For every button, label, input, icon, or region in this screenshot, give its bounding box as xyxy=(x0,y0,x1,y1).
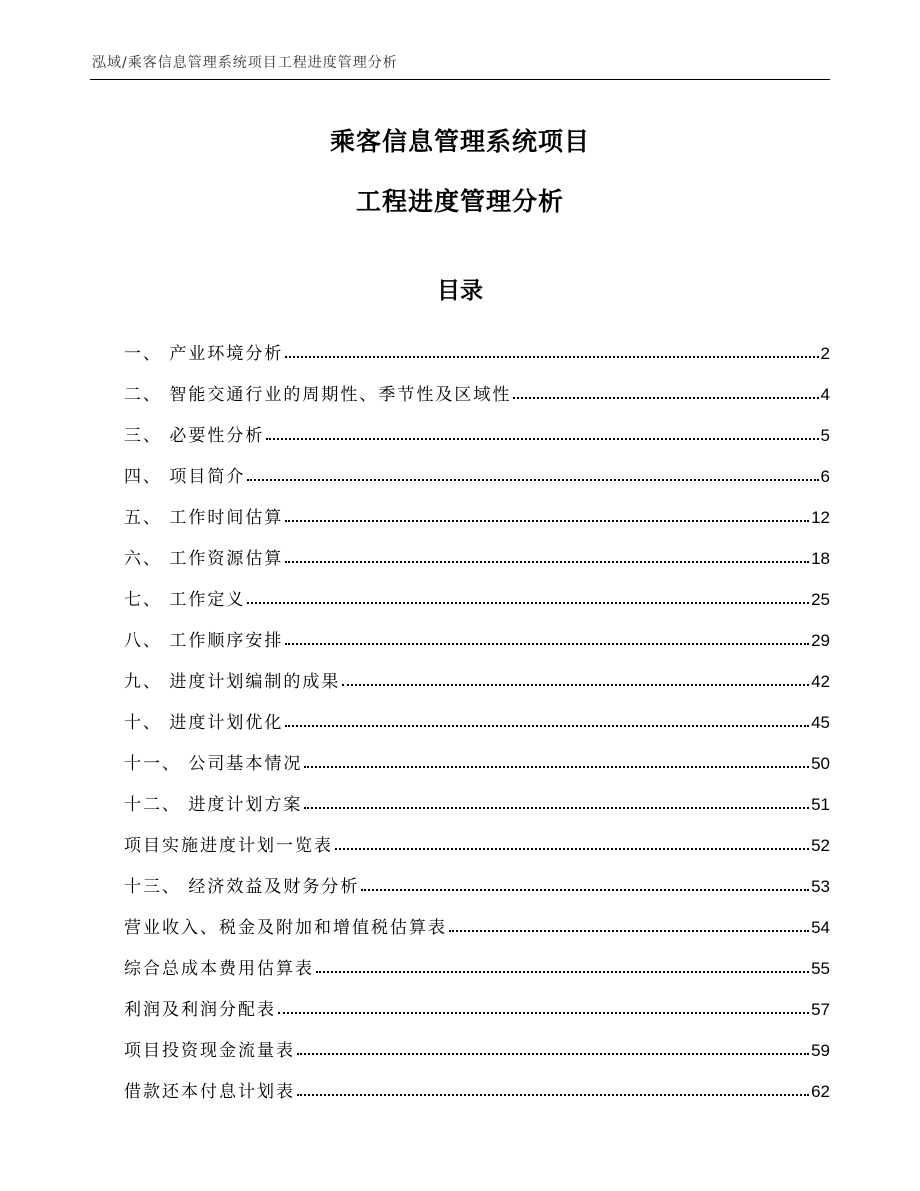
toc-leader-dots xyxy=(285,356,818,358)
toc-entry[interactable] xyxy=(124,1020,830,1061)
table-of-contents xyxy=(124,323,830,1102)
toc-entry-label: 二、 智能交通行业的周期性、季节性及区域性 xyxy=(124,385,512,405)
toc-entry-page: 55 xyxy=(811,959,830,978)
toc-entry[interactable] xyxy=(124,323,830,364)
toc-entry[interactable] xyxy=(124,856,830,897)
toc-entry-page: 52 xyxy=(811,836,830,855)
toc-leader-dots xyxy=(361,889,809,891)
toc-entry-label: 十三、 经济效益及财务分析 xyxy=(124,877,360,897)
toc-entry-label: 八、 工作顺序安排 xyxy=(124,631,284,651)
toc-leader-dots xyxy=(335,848,809,850)
toc-entry-page: 45 xyxy=(811,713,830,732)
toc-entry-label: 十、 进度计划优化 xyxy=(124,713,284,733)
toc-entry-page: 29 xyxy=(811,631,830,650)
toc-entry-page: 51 xyxy=(811,795,830,814)
toc-entry-label: 借款还本付息计划表 xyxy=(124,1082,295,1102)
toc-leader-dots xyxy=(304,807,809,809)
toc-entry-page: 25 xyxy=(811,590,830,609)
toc-entry-page: 5 xyxy=(820,426,830,445)
toc-entry[interactable] xyxy=(124,733,830,774)
toc-leader-dots xyxy=(316,971,809,973)
toc-heading: 目录 xyxy=(437,278,483,304)
toc-entry-page: 6 xyxy=(820,467,830,486)
toc-leader-dots xyxy=(304,766,809,768)
toc-entry-label: 五、 工作时间估算 xyxy=(124,508,284,528)
toc-leader-dots xyxy=(342,684,809,686)
toc-entry[interactable] xyxy=(124,651,830,692)
document-title-line-2: 工程进度管理分析 xyxy=(355,187,564,216)
toc-leader-dots xyxy=(285,643,809,645)
toc-entry-label: 项目投资现金流量表 xyxy=(124,1041,295,1061)
toc-leader-dots xyxy=(266,438,818,440)
toc-entry[interactable] xyxy=(124,364,830,405)
toc-entry[interactable] xyxy=(124,897,830,938)
toc-leader-dots xyxy=(278,1012,809,1014)
toc-entry-page: 50 xyxy=(811,754,830,773)
toc-leader-dots xyxy=(513,397,818,399)
toc-entry-page: 18 xyxy=(811,549,830,568)
toc-entry-label: 六、 工作资源估算 xyxy=(124,549,284,569)
toc-entry[interactable] xyxy=(124,979,830,1020)
toc-entry-page: 2 xyxy=(820,344,830,363)
toc-entry[interactable] xyxy=(124,446,830,487)
header-divider xyxy=(90,79,830,80)
toc-entry[interactable] xyxy=(124,610,830,651)
document-title-line-1: 乘客信息管理系统项目 xyxy=(329,127,590,156)
toc-entry-page: 54 xyxy=(811,918,830,937)
toc-entry[interactable] xyxy=(124,815,830,856)
toc-entry[interactable] xyxy=(124,528,830,569)
toc-leader-dots xyxy=(247,479,818,481)
toc-entry-label: 项目实施进度计划一览表 xyxy=(124,836,333,856)
toc-leader-dots xyxy=(285,725,809,727)
toc-entry-label: 营业收入、税金及附加和增值税估算表 xyxy=(124,918,447,938)
toc-entry-label: 三、 必要性分析 xyxy=(124,426,265,446)
toc-entry[interactable] xyxy=(124,692,830,733)
running-header: 泓域/乘客信息管理系统项目工程进度管理分析 xyxy=(92,55,398,71)
toc-entry-page: 42 xyxy=(811,672,830,691)
toc-leader-dots xyxy=(285,520,809,522)
toc-entry[interactable] xyxy=(124,569,830,610)
toc-entry[interactable] xyxy=(124,774,830,815)
toc-entry-label: 十一、 公司基本情况 xyxy=(124,754,303,774)
toc-entry-page: 62 xyxy=(811,1082,830,1101)
toc-entry-page: 4 xyxy=(820,385,830,404)
toc-entry[interactable] xyxy=(124,1061,830,1102)
toc-leader-dots xyxy=(285,561,809,563)
toc-entry-label: 利润及利润分配表 xyxy=(124,1000,276,1020)
toc-entry-label: 七、 工作定义 xyxy=(124,590,246,610)
toc-entry[interactable] xyxy=(124,938,830,979)
toc-entry[interactable] xyxy=(124,405,830,446)
toc-leader-dots xyxy=(297,1094,809,1096)
toc-leader-dots xyxy=(247,602,809,604)
toc-entry-label: 一、 产业环境分析 xyxy=(124,344,284,364)
toc-entry-label: 九、 进度计划编制的成果 xyxy=(124,672,341,692)
toc-entry-label: 综合总成本费用估算表 xyxy=(124,959,314,979)
toc-entry-page: 59 xyxy=(811,1041,830,1060)
toc-entry-label: 十二、 进度计划方案 xyxy=(124,795,303,815)
toc-entry-page: 53 xyxy=(811,877,830,896)
toc-leader-dots xyxy=(297,1053,809,1055)
toc-entry[interactable] xyxy=(124,487,830,528)
toc-entry-label: 四、 项目简介 xyxy=(124,467,246,487)
toc-entry-page: 12 xyxy=(811,508,830,527)
toc-leader-dots xyxy=(449,930,809,932)
toc-entry-page: 57 xyxy=(811,1000,830,1019)
